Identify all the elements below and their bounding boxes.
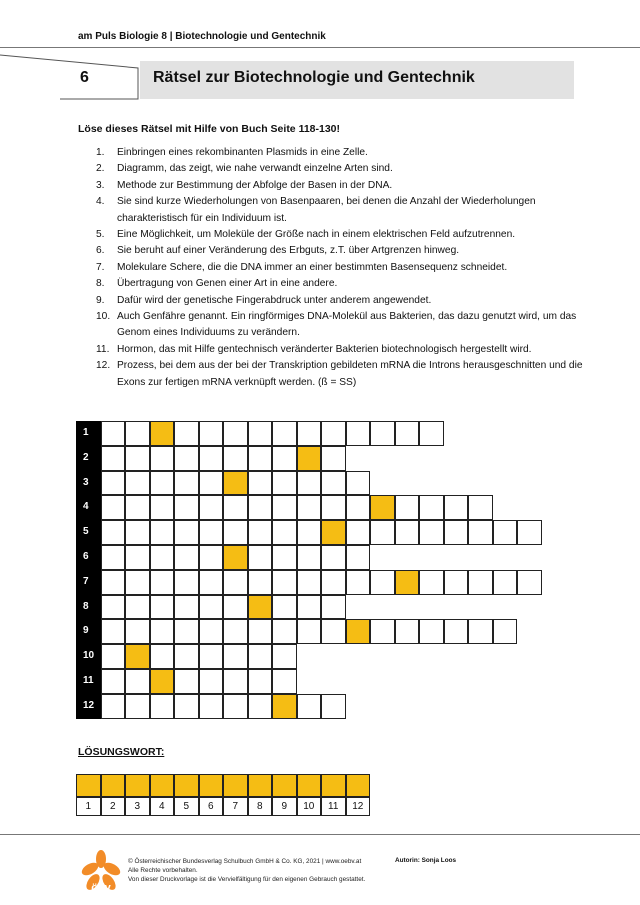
crossword-highlight-cell[interactable]: [248, 595, 273, 620]
crossword-cell[interactable]: [125, 619, 150, 644]
crossword-highlight-cell[interactable]: [223, 545, 248, 570]
crossword-cell[interactable]: [346, 570, 371, 595]
clue-number: 6.: [96, 245, 105, 257]
clue-list: [96, 145, 586, 391]
crossword-highlight-cell[interactable]: [395, 570, 420, 595]
clue-item: [96, 243, 586, 259]
crossword-cell[interactable]: [223, 694, 248, 719]
clue-text: Übertragung von Genen einer Art in eine andere.: [117, 278, 338, 290]
crossword-cell[interactable]: [493, 570, 518, 595]
clue-text: Dafür wird der genetische Fingerabdruck unter anderem angewendet.: [117, 294, 432, 306]
clue-number: 4.: [96, 196, 105, 208]
crossword-cell[interactable]: [297, 595, 322, 620]
crossword-cell[interactable]: [321, 446, 346, 471]
crossword-cell[interactable]: [199, 669, 224, 694]
logo-text: öbv: [91, 882, 111, 894]
crossword-cell[interactable]: [101, 471, 126, 496]
crossword-cell[interactable]: [321, 421, 346, 446]
crossword-cell[interactable]: [297, 545, 322, 570]
crossword-cell[interactable]: [101, 520, 126, 545]
crossword-row-number: 2: [76, 446, 101, 471]
crossword-cell[interactable]: [174, 545, 199, 570]
footer-permission: Von dieser Druckvorlage ist die Vervielfältigung für den eigenen Gebrauch gestattet.: [128, 876, 366, 883]
clue-number: 8.: [96, 278, 105, 290]
crossword-row-number: 6: [76, 545, 101, 570]
clue-text: Molekulare Schere, die die DNA immer an einer bestimmten Basensequenz schneidet.: [117, 261, 508, 273]
solution-label: LÖSUNGSWORT:: [78, 746, 165, 758]
solution-cell[interactable]: [346, 774, 371, 797]
crossword-cell[interactable]: [223, 644, 248, 669]
crossword-cell[interactable]: [370, 570, 395, 595]
crossword-cell[interactable]: [150, 595, 175, 620]
crossword-cell[interactable]: [248, 619, 273, 644]
crossword-cell[interactable]: [125, 446, 150, 471]
solution-cell[interactable]: [272, 774, 297, 797]
crossword-cell[interactable]: [150, 619, 175, 644]
solution-number: 6: [199, 797, 224, 816]
crossword-cell[interactable]: [125, 694, 150, 719]
crossword-cell[interactable]: [174, 644, 199, 669]
crossword-cell[interactable]: [419, 619, 444, 644]
crossword-cell[interactable]: [174, 570, 199, 595]
crossword-cell[interactable]: [125, 421, 150, 446]
crossword-cell[interactable]: [297, 694, 322, 719]
header-divider: [0, 47, 640, 48]
crossword-cell[interactable]: [125, 545, 150, 570]
crossword-cell[interactable]: [248, 669, 273, 694]
clue-number: 2.: [96, 163, 105, 175]
crossword-cell[interactable]: [199, 545, 224, 570]
crossword-cell[interactable]: [101, 570, 126, 595]
solution-cell[interactable]: [199, 774, 224, 797]
solution-number: 3: [125, 797, 150, 816]
crossword-cell[interactable]: [419, 570, 444, 595]
crossword-cell[interactable]: [395, 495, 420, 520]
solution-cell[interactable]: [125, 774, 150, 797]
clue-number: 7.: [96, 261, 105, 273]
crossword-row-number: 8: [76, 595, 101, 620]
crossword-cell[interactable]: [272, 619, 297, 644]
crossword-cell[interactable]: [174, 619, 199, 644]
crossword-cell[interactable]: [468, 570, 493, 595]
clue-item: [96, 260, 586, 276]
crossword-cell[interactable]: [174, 421, 199, 446]
clue-number: 11.: [96, 343, 110, 355]
clue-text: Hormon, das mit Hilfe gentechnisch veränderter Bakterien biotechnologisch hergestellt wird.: [117, 343, 532, 355]
instruction: Löse dieses Rätsel mit Hilfe von Buch Seite 118-130!: [78, 123, 341, 135]
clue-item: [96, 358, 586, 391]
crossword-cell[interactable]: [272, 471, 297, 496]
crossword-cell[interactable]: [101, 644, 126, 669]
crossword-highlight-cell[interactable]: [370, 495, 395, 520]
clue-number: 12.: [96, 360, 111, 372]
crossword-highlight-cell[interactable]: [125, 644, 150, 669]
crossword-highlight-cell[interactable]: [346, 619, 371, 644]
crossword-row-number: 10: [76, 644, 101, 669]
crossword-cell[interactable]: [321, 595, 346, 620]
crossword-cell[interactable]: [101, 495, 126, 520]
crossword-cell[interactable]: [444, 520, 469, 545]
crossword-cell[interactable]: [174, 446, 199, 471]
crossword-cell[interactable]: [468, 619, 493, 644]
crossword-cell[interactable]: [444, 570, 469, 595]
crossword-row-number: 5: [76, 520, 101, 545]
crossword-cell[interactable]: [346, 495, 371, 520]
crossword-cell[interactable]: [101, 694, 126, 719]
crossword-cell[interactable]: [150, 446, 175, 471]
crossword-cell[interactable]: [297, 495, 322, 520]
clue-number: 3.: [96, 179, 105, 191]
clue-text: Auch Genfähre genannt. Ein ringförmiges DNA-Molekül aus Bakterien, das dazu genutzt wird, um das Genom eines Individuums zu verändern.: [117, 311, 577, 339]
clue-item: [96, 194, 586, 227]
clue-text: Prozess, bei dem aus der bei der Transkription gebildeten mRNA die Introns herausgeschnitten und die Exons zur fertigen mRNA verknüpft werden. (ß = SS): [117, 360, 583, 388]
crossword-cell[interactable]: [174, 669, 199, 694]
solution-number: 7: [223, 797, 248, 816]
crossword-cell[interactable]: [493, 520, 518, 545]
crossword-cell[interactable]: [125, 495, 150, 520]
clue-item: [96, 276, 586, 292]
crossword-cell[interactable]: [517, 520, 542, 545]
crossword-cell[interactable]: [223, 570, 248, 595]
crossword-highlight-cell[interactable]: [150, 421, 175, 446]
crossword-cell[interactable]: [199, 570, 224, 595]
crossword-cell[interactable]: [395, 619, 420, 644]
crossword-highlight-cell[interactable]: [223, 471, 248, 496]
crossword-cell[interactable]: [272, 545, 297, 570]
solution-number: 4: [150, 797, 175, 816]
crossword-cell[interactable]: [174, 471, 199, 496]
crossword-cell[interactable]: [272, 595, 297, 620]
crossword-cell[interactable]: [321, 570, 346, 595]
solution-cell[interactable]: [174, 774, 199, 797]
crossword-row-number: 11: [76, 669, 101, 694]
crossword-highlight-cell[interactable]: [150, 669, 175, 694]
crossword-cell[interactable]: [297, 421, 322, 446]
clue-number: 1.: [96, 147, 105, 158]
crossword-cell[interactable]: [272, 570, 297, 595]
clue-item: [96, 293, 586, 309]
solution-cell[interactable]: [76, 774, 101, 797]
clue-number: 9.: [96, 294, 105, 306]
crossword-cell[interactable]: [125, 669, 150, 694]
crossword-row-number: 3: [76, 471, 101, 496]
page-title: Rätsel zur Biotechnologie und Gentechnik: [153, 69, 475, 86]
crossword-cell[interactable]: [125, 520, 150, 545]
crossword-cell[interactable]: [248, 471, 273, 496]
crossword-cell[interactable]: [223, 520, 248, 545]
crossword-cell[interactable]: [444, 619, 469, 644]
clue-number: 10.: [96, 311, 111, 323]
crossword-cell[interactable]: [150, 570, 175, 595]
crossword-cell[interactable]: [125, 595, 150, 620]
crossword-cell[interactable]: [199, 595, 224, 620]
crossword-cell[interactable]: [174, 595, 199, 620]
solution-number: 8: [248, 797, 273, 816]
footer-copyright: © Österreichischer Bundesverlag Schulbuch GmbH & Co. KG, 2021 | www.oebv.at: [128, 858, 362, 865]
crossword-cell[interactable]: [101, 619, 126, 644]
crossword-cell[interactable]: [297, 471, 322, 496]
crossword-cell[interactable]: [517, 570, 542, 595]
crossword-cell[interactable]: [150, 644, 175, 669]
solution-number: 5: [174, 797, 199, 816]
crossword-cell[interactable]: [199, 471, 224, 496]
crossword-cell[interactable]: [272, 495, 297, 520]
footer-text: [128, 857, 365, 884]
oebv-logo-icon: [80, 849, 122, 895]
crossword-row-number: 9: [76, 619, 101, 644]
crossword-highlight-cell[interactable]: [272, 694, 297, 719]
crossword-cell[interactable]: [370, 619, 395, 644]
crossword-highlight-cell[interactable]: [297, 446, 322, 471]
clue-item: [96, 342, 586, 358]
clue-item: [96, 227, 586, 243]
footer-author: Autorin: Sonja Loos: [395, 857, 457, 864]
solution-cell[interactable]: [297, 774, 322, 797]
crossword-cell[interactable]: [346, 545, 371, 570]
crossword-cell[interactable]: [272, 520, 297, 545]
solution-number: 10: [297, 797, 322, 816]
crossword-cell[interactable]: [321, 694, 346, 719]
crossword-cell[interactable]: [199, 644, 224, 669]
crossword-cell[interactable]: [321, 619, 346, 644]
crossword-row-number: 7: [76, 570, 101, 595]
crossword-cell[interactable]: [248, 520, 273, 545]
crossword-cell[interactable]: [101, 421, 126, 446]
crossword-cell[interactable]: [248, 545, 273, 570]
crossword-cell[interactable]: [444, 495, 469, 520]
crossword-cell[interactable]: [101, 595, 126, 620]
footer-divider: [0, 834, 640, 835]
crossword-cell[interactable]: [223, 669, 248, 694]
crossword-cell[interactable]: [199, 520, 224, 545]
crossword-cell[interactable]: [395, 520, 420, 545]
crossword-cell[interactable]: [419, 495, 444, 520]
crossword-cell[interactable]: [248, 570, 273, 595]
crossword-cell[interactable]: [468, 495, 493, 520]
clue-item: [96, 161, 586, 177]
crossword-cell[interactable]: [297, 619, 322, 644]
clue-item: [96, 145, 586, 161]
crossword-cell[interactable]: [272, 446, 297, 471]
crossword-cell[interactable]: [125, 570, 150, 595]
solution-number: 11: [321, 797, 346, 816]
crossword-cell[interactable]: [150, 545, 175, 570]
solution-cell[interactable]: [223, 774, 248, 797]
crossword-cell[interactable]: [199, 495, 224, 520]
solution-cell[interactable]: [321, 774, 346, 797]
solution-number: 12: [346, 797, 371, 816]
crossword-cell[interactable]: [174, 520, 199, 545]
crossword-cell[interactable]: [248, 495, 273, 520]
crossword-cell[interactable]: [321, 471, 346, 496]
crossword-cell[interactable]: [346, 520, 371, 545]
solution-cell[interactable]: [101, 774, 126, 797]
clue-number: 5.: [96, 229, 105, 241]
crossword-cell[interactable]: [223, 619, 248, 644]
crossword-cell[interactable]: [150, 471, 175, 496]
crossword-cell[interactable]: [346, 471, 371, 496]
clue-text: Eine Möglichkeit, um Moleküle der Größe nach in einem elektrischen Feld aufzutrennen.: [117, 229, 516, 241]
crossword-cell[interactable]: [223, 595, 248, 620]
crossword-cell[interactable]: [272, 644, 297, 669]
footer-rights: Alle Rechte vorbehalten.: [128, 867, 198, 874]
clue-text: Sie sind kurze Wiederholungen von Basenpaaren, bei denen die Anzahl der Wiederholungen charakteristisch für ein Individuum ist.: [117, 196, 536, 224]
running-head: am Puls Biologie 8 | Biotechnologie und Gentechnik: [78, 31, 326, 42]
crossword-row-number: 12: [76, 694, 101, 719]
crossword-cell[interactable]: [468, 520, 493, 545]
crossword-cell[interactable]: [419, 421, 444, 446]
crossword-cell[interactable]: [150, 520, 175, 545]
chapter-tab-shape: [0, 52, 150, 104]
crossword-cell[interactable]: [174, 495, 199, 520]
crossword-cell[interactable]: [370, 421, 395, 446]
clue-text: Methode zur Bestimmung der Abfolge der Basen in der DNA.: [117, 179, 393, 191]
crossword-cell[interactable]: [321, 495, 346, 520]
crossword-cell[interactable]: [321, 545, 346, 570]
solution-number: 1: [76, 797, 101, 816]
crossword-cell[interactable]: [346, 421, 371, 446]
crossword-row-number: 4: [76, 495, 101, 520]
solution-cell[interactable]: [150, 774, 175, 797]
crossword-cell[interactable]: [248, 694, 273, 719]
crossword-cell[interactable]: [223, 495, 248, 520]
crossword-cell[interactable]: [272, 669, 297, 694]
solution-cell[interactable]: [248, 774, 273, 797]
crossword-cell[interactable]: [150, 495, 175, 520]
crossword-cell[interactable]: [101, 669, 126, 694]
crossword-cell[interactable]: [199, 421, 224, 446]
crossword-cell[interactable]: [101, 545, 126, 570]
clue-text: Diagramm, das zeigt, wie nahe verwandt einzelne Arten sind.: [117, 163, 393, 175]
crossword-cell[interactable]: [493, 619, 518, 644]
crossword-cell[interactable]: [101, 446, 126, 471]
solution-number: 9: [272, 797, 297, 816]
crossword-cell[interactable]: [297, 520, 322, 545]
solution-number: 2: [101, 797, 126, 816]
crossword-cell[interactable]: [125, 471, 150, 496]
crossword-cell[interactable]: [248, 446, 273, 471]
clue-item: [96, 178, 586, 194]
crossword-cell[interactable]: [370, 520, 395, 545]
crossword-cell[interactable]: [395, 421, 420, 446]
clue-text: Sie beruht auf einer Veränderung des Erbguts, z.T. über Artgrenzen hinweg.: [117, 245, 460, 257]
crossword-cell[interactable]: [248, 421, 273, 446]
chapter-number: 6: [80, 69, 89, 86]
clue-text: Einbringen eines rekombinanten Plasmids in eine Zelle.: [117, 147, 368, 158]
crossword-cell[interactable]: [223, 421, 248, 446]
crossword-cell[interactable]: [199, 694, 224, 719]
crossword-cell[interactable]: [223, 446, 248, 471]
clue-item: [96, 309, 586, 342]
crossword-cell[interactable]: [174, 694, 199, 719]
crossword-cell[interactable]: [272, 421, 297, 446]
crossword-row-number: 1: [76, 421, 101, 446]
crossword-cell[interactable]: [248, 644, 273, 669]
crossword-cell[interactable]: [297, 570, 322, 595]
crossword-cell[interactable]: [419, 520, 444, 545]
crossword-highlight-cell[interactable]: [321, 520, 346, 545]
crossword-cell[interactable]: [199, 446, 224, 471]
crossword-cell[interactable]: [150, 694, 175, 719]
crossword-cell[interactable]: [199, 619, 224, 644]
